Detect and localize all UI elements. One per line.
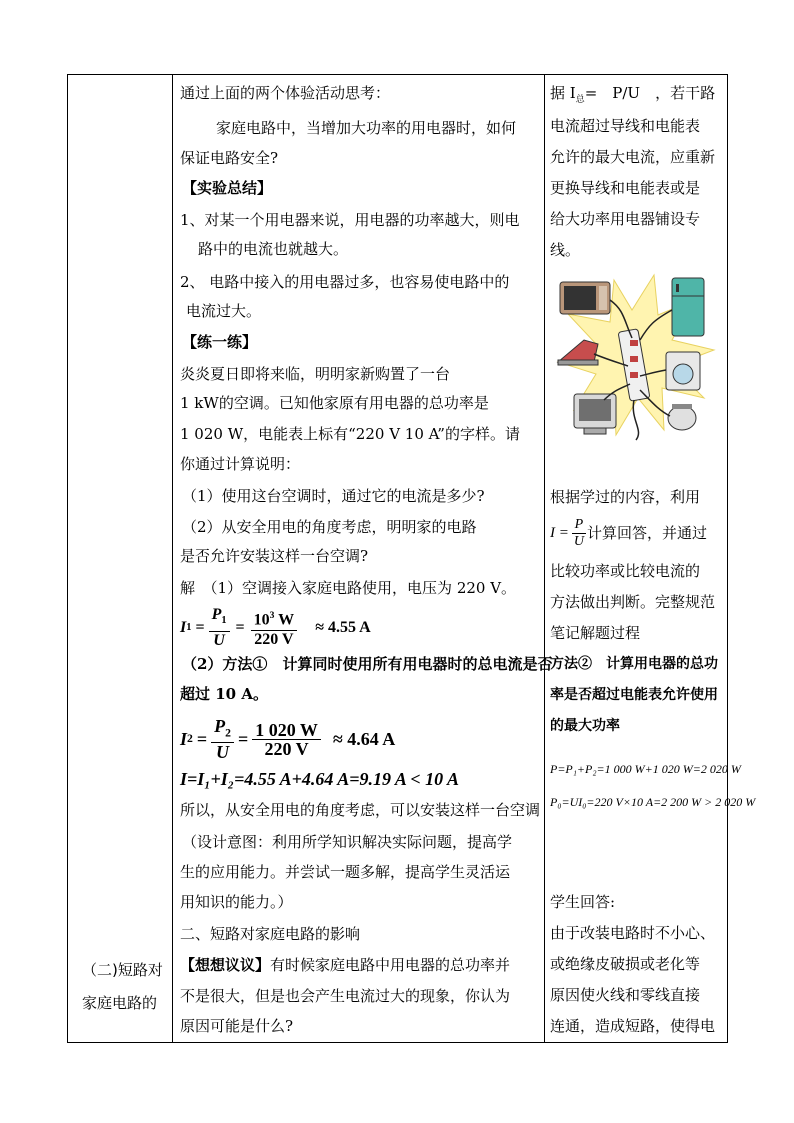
right-line: 更换导线和电能表或是 — [550, 179, 701, 197]
design-note: （设计意图：利用所学知识解决实际问题，提高学 — [182, 833, 513, 851]
formula-total-current: I=I₁+I₂=4.55 A+4.64 A=9.19 A < 10 A — [180, 769, 459, 789]
design-note: 生的应用能力。并尝试一题多解，提高学生灵活运 — [180, 863, 511, 881]
content-line: 原因可能是什么? — [180, 1017, 294, 1035]
right-line: I = $\frac{P}{U}$ 计算回答，并通过 — [550, 516, 708, 549]
appliances-overload-illustration — [554, 270, 724, 450]
right-line: 电流超过导线和电能表 — [550, 117, 701, 135]
right-line: 线。 — [550, 241, 581, 259]
content-line: 超过 10 A。 — [180, 685, 268, 703]
method-1: （2）方法① 计算同时使用所有用电器时的总电流是否 — [182, 655, 553, 673]
question-1: （1）使用这台空调时，通过它的电流是多少? — [182, 487, 485, 505]
content-line: 通过上面的两个体验活动思考： — [180, 84, 391, 102]
content-line: 你通过计算说明： — [180, 455, 301, 473]
right-line: 学生回答: — [550, 893, 616, 911]
section-column — [68, 75, 172, 1042]
heading-summary: 【实验总结】 — [182, 179, 273, 197]
content-line: 1 kW的空调。已知他家原有用电器的总功率是 — [180, 394, 489, 412]
content-line: 保证电路安全? — [180, 149, 279, 167]
formula-max-power: P₀=UI₀=220 V×10 A=2 200 W > 2 020 W — [550, 795, 756, 809]
right-line: 的最大功率 — [550, 718, 620, 734]
content-line: 不是很大，但是也会产生电流过大的现象，你认为 — [180, 987, 511, 1005]
right-line: 笔记解题过程 — [550, 624, 641, 642]
right-line: 允许的最大电流，应重新 — [550, 148, 716, 166]
content-line: 电流过大。 — [186, 302, 262, 320]
fridge-icon — [672, 278, 704, 336]
right-line: 原因使火线和零线直接 — [550, 986, 701, 1004]
teaching-content-column — [180, 75, 553, 1042]
right-line: 根据学过的内容，利用 — [550, 488, 701, 506]
right-line: 方法做出判断。完整规范 — [550, 593, 716, 611]
content-line: 1 020 W，电能表上标有“220 V 10 A”的字样。请 — [180, 425, 520, 443]
heading-short-circuit: 二、短路对家庭电路的影响 — [180, 925, 361, 943]
discussion-line: 【想想议议】有时候家庭电路中用电器的总功率并 — [180, 956, 511, 974]
right-line: 由于改装电路时不小心、 — [550, 924, 716, 942]
right-line: 率是否超过电能表允许使用 — [550, 687, 718, 703]
content-line: 2、 电路中接入的用电器过多，也容易使电路中的 — [180, 273, 510, 291]
section-title-line-1: （二)短路对 — [82, 961, 163, 979]
content-line: 所以，从安全用电的角度考虑，可以安装这样一台空调 — [180, 801, 541, 819]
right-line: 比较功率或比较电流的 — [550, 562, 701, 580]
question-2: （2）从安全用电的角度考虑，明明家的电路 — [182, 518, 477, 536]
formula-current-2: I 2 = $\frac{P_2}{U}$ = $\frac{1 020 W}{220 V}$ ≈ 4.64 A — [180, 715, 396, 763]
column-divider — [544, 75, 545, 1042]
method-2: 方法② 计算用电器的总功 — [550, 656, 718, 672]
section-title-line-2: 家庭电路的 — [82, 994, 158, 1012]
heading-practice: 【练一练】 — [182, 333, 258, 351]
content-line: 路中的电流也就越大。 — [198, 240, 349, 258]
right-line: 连通，造成短路，使得电 — [550, 1017, 716, 1035]
washing-machine-icon — [666, 352, 700, 390]
content-line: 炎炎夏日即将来临，明明家新购置了一台 — [180, 365, 451, 383]
content-line: 是否允许安装这样一台空调? — [180, 547, 369, 565]
formula-total-power: P=P₁+P₂=1 000 W+1 020 W=2 020 W — [550, 762, 741, 776]
monitor-icon — [574, 394, 616, 434]
content-line: 家庭电路中，当增加大功率的用电器时，如何 — [216, 119, 517, 137]
right-line: 据 $I_总=$ P/U ，若干路 — [550, 84, 716, 105]
content-line: 解 （1）空调接入家庭电路使用，电压为 220 V。 — [180, 579, 517, 597]
content-line: 1、对某一个用电器来说，用电器的功率越大，则电 — [180, 211, 520, 229]
design-note: 用知识的能力。） — [180, 893, 293, 911]
kettle-icon — [668, 404, 696, 430]
microwave-icon — [560, 282, 610, 314]
formula-current-1: I 1 = $\frac{P_1}{U}$ = $\frac{10^3 W}{220 V}$ ≈ 4.55 A — [180, 606, 371, 649]
student-activity-column — [550, 75, 756, 1042]
right-line: 给大功率用电器铺设专 — [550, 210, 701, 228]
column-divider — [172, 75, 173, 1042]
iron-icon — [558, 340, 598, 365]
right-line: 或绝缘皮破损或老化等 — [550, 955, 701, 973]
lesson-table — [67, 74, 756, 1043]
